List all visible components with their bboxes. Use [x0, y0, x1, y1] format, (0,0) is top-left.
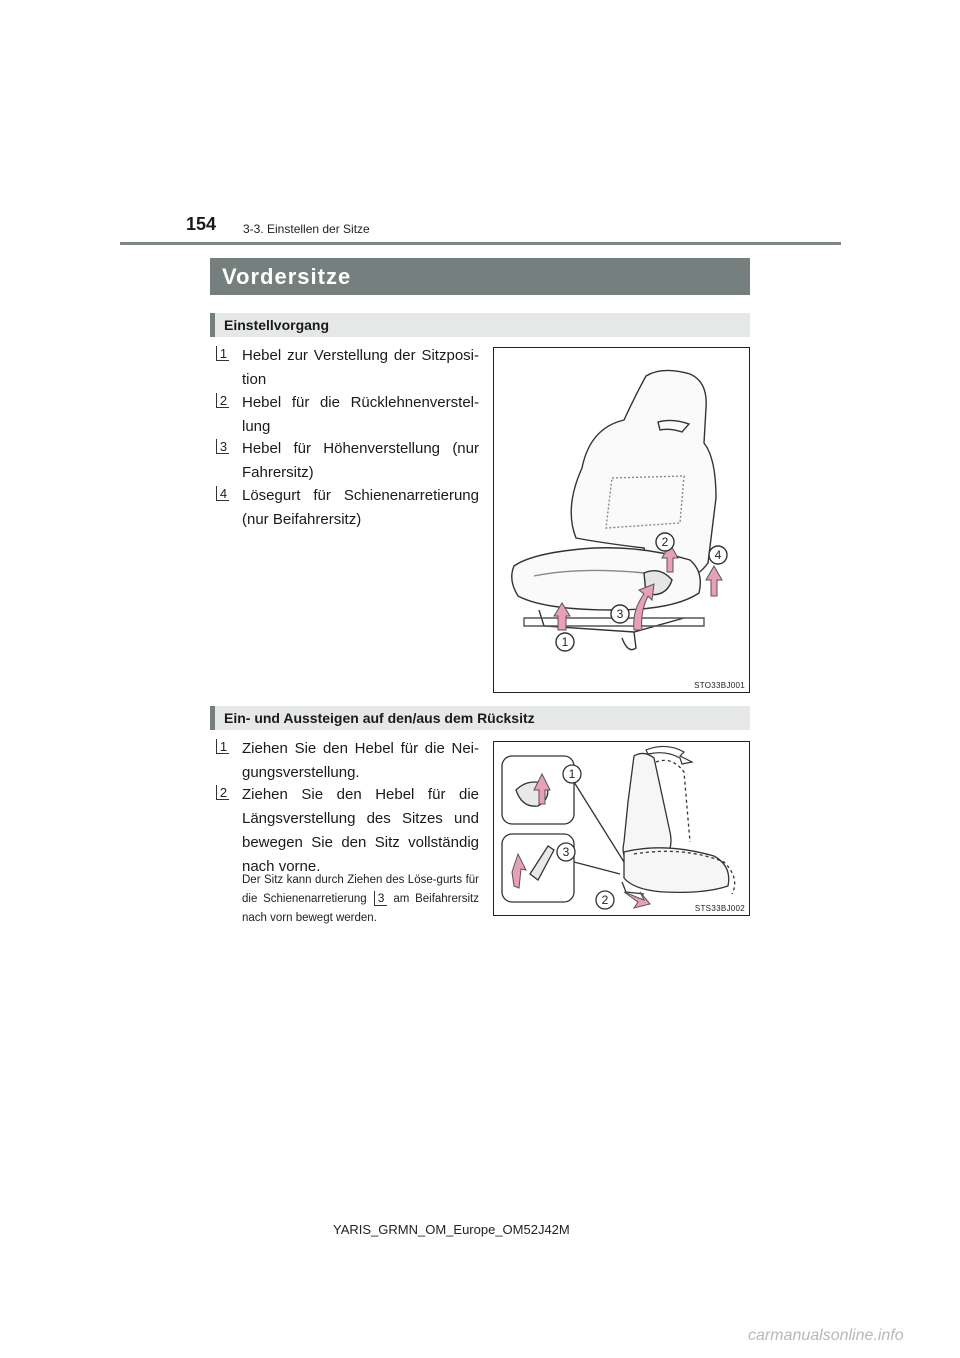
item-number: 1: [217, 739, 230, 754]
subsection-heading-rear-access: Ein- und Aussteigen auf den/aus dem Rücksitz: [210, 706, 750, 730]
page-number: 154: [186, 214, 217, 234]
item-number: 2: [217, 393, 230, 408]
list-item: [217, 437, 479, 485]
seat-tilt-illustration: [494, 742, 749, 915]
callout-label: 2: [661, 535, 669, 549]
note-text-after: am Beifahrersitz nach vorn bewegt werden.: [242, 893, 479, 924]
note-text: [242, 871, 479, 928]
note-ref-number: 3: [375, 891, 388, 906]
callout-label: 1: [568, 767, 576, 781]
item-number: 3: [217, 439, 230, 454]
list-item: [217, 783, 479, 879]
watermark: carmanualsonline.info: [748, 1327, 904, 1344]
rear-access-figure: [493, 741, 750, 916]
item-number: 1: [217, 346, 230, 361]
callout-label: 2: [601, 893, 609, 907]
list-item: [217, 391, 479, 439]
list-item: [217, 737, 479, 785]
list-item: [217, 344, 479, 392]
callout-label: 4: [714, 548, 722, 562]
figure-code: STS33BJ002: [694, 904, 745, 913]
breadcrumb: 3-3. Einstellen der Sitze: [243, 222, 370, 236]
callout-label: 1: [561, 635, 569, 649]
item-text: Hebel für Höhenverstellung (nur Fahrersitz): [242, 440, 479, 481]
note-text-before: Der Sitz kann durch Ziehen des Löse-gurts für die Schienenarretierung: [242, 874, 479, 905]
item-text: Hebel zur Verstellung der Sitzposi-tion: [242, 347, 479, 388]
subsection-heading-adjustment: Einstellvorgang: [210, 313, 750, 337]
item-number: 2: [217, 785, 230, 800]
section-title: Vordersitze: [210, 258, 750, 295]
item-text: Ziehen Sie den Hebel für die Längsverstellung des Sitzes und bewegen Sie den Sitz vollständig nach vorne.: [242, 786, 479, 875]
item-number: 4: [217, 486, 230, 501]
figure-code: STO33BJ001: [694, 681, 745, 690]
item-text: Ziehen Sie den Hebel für die Nei-gungsverstellung.: [242, 740, 479, 781]
seat-adjustment-figure: [493, 347, 750, 693]
item-text: Hebel für die Rücklehnenverstel-lung: [242, 394, 479, 435]
callout-label: 3: [562, 845, 570, 859]
item-text: Lösegurt für Schienenarretierung (nur Beifahrersitz): [242, 487, 479, 528]
front-seat-illustration: [494, 348, 749, 692]
callout-label: 3: [616, 607, 624, 621]
footer-document-id: YARIS_GRMN_OM_Europe_OM52J42M: [333, 1222, 570, 1237]
list-item: [217, 484, 479, 532]
header-rule: [120, 242, 841, 245]
